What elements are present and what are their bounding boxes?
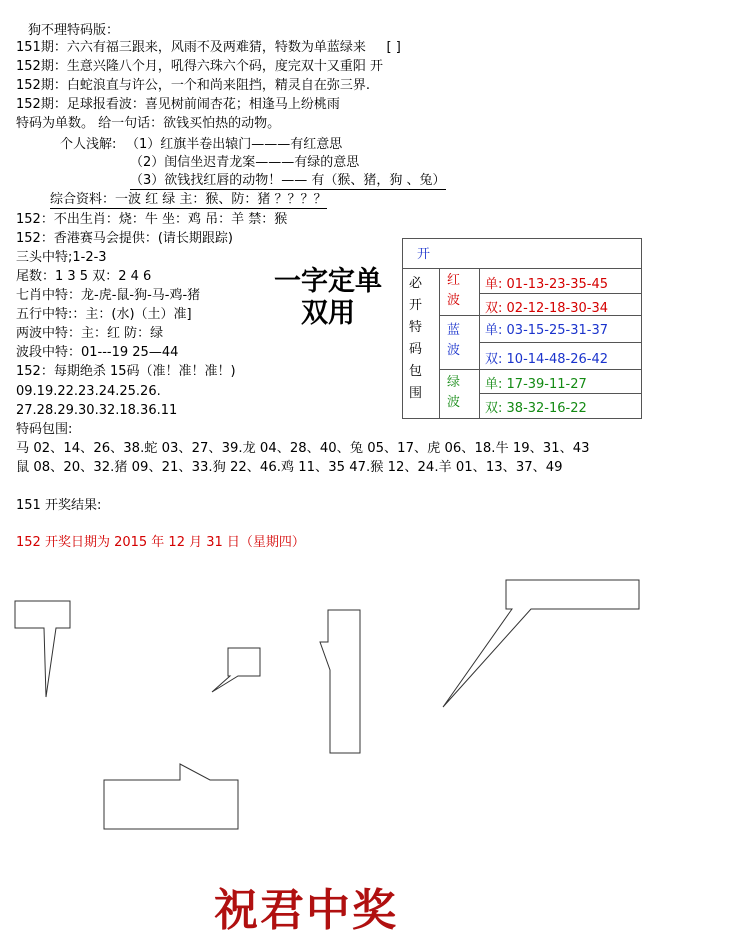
table-header: 开: [417, 247, 431, 262]
surround-line: 鼠 08、20、32.猪 09、21、33.狗 22、46.鸡 11、35 47.猴 12、24.羊 01、13、37、49: [16, 460, 563, 475]
row-tag: 双:: [485, 352, 503, 367]
interpret-label: 个人浅解:: [60, 137, 117, 152]
stat-line: 三头中特;1-2-3: [16, 250, 107, 265]
result-151-label: 151 开奖结果:: [16, 498, 102, 513]
kill-numbers-line: 09.19.22.23.24.25.26.: [16, 384, 161, 399]
table-side-label: 必开特码包围: [409, 276, 423, 401]
table-row-blue-odd: [485, 319, 608, 338]
summary-line: 综合资料：一波 红 绿 主：猴、防：猪 ？？？？: [50, 192, 327, 207]
row-tag: 单:: [485, 277, 503, 292]
riddle-text: 白蛇浪直与许公，一个和尚来阻挡，精灵自在弥三界.: [66, 78, 370, 93]
row-numbers: 17-39-11-27: [506, 377, 587, 392]
table-row-green-even: [485, 397, 587, 416]
riddle-tail: 开: [369, 59, 383, 74]
row-tag: 双:: [485, 301, 503, 316]
riddle-period: 152期：: [16, 78, 67, 93]
stat-line: 波段中特：01---19 25—44: [16, 345, 179, 360]
interpret-item: （2）闺信坐迟青龙案———有绿的意思: [130, 155, 360, 170]
stat-line: 152：每期绝杀 15码（准！准！准！): [16, 364, 236, 379]
wave-label-blue: 蓝波: [447, 323, 461, 358]
riddle-line: [16, 97, 340, 113]
riddle-period: 152期：: [16, 97, 67, 112]
special-number-table: [402, 238, 642, 419]
interpret-item: （1）红旗半卷出辕门———有红意思: [126, 137, 343, 152]
row-numbers: 02-12-18-30-34: [506, 301, 609, 316]
document-header: 狗不理特码版：: [28, 23, 120, 38]
row-tag: 单:: [485, 377, 503, 392]
single-number-line: 特码为单数。 给一句话：欲钱买怕热的动物。: [16, 116, 281, 131]
riddle-text: 六六有福三跟来，风雨不及两难猜，特数为单蓝绿来: [66, 40, 366, 55]
interpret-item: （3）欲钱找红唇的动物！—— 有（猴、猪，狗 、兔）: [130, 173, 446, 188]
surround-line: 马 02、14、26、38.蛇 03、27、39.龙 04、28、40、兔 05、17、虎 06、18.牛 19、31、43: [16, 441, 590, 456]
hk-source-line: 152：香港赛马会提供：(请长期跟踪): [16, 231, 233, 246]
callout-bubble: [320, 610, 360, 753]
table-row-red-even: [485, 297, 608, 316]
callout-bubble: [443, 580, 639, 707]
callout-bubble: [104, 764, 238, 829]
riddle-tail: [ ]: [386, 40, 401, 55]
surround-label: 特码包围:: [16, 422, 73, 437]
riddle-period: 152期：: [16, 59, 67, 74]
table-row-blue-even: [485, 348, 608, 367]
draw-date-line: 152 开奖日期为 2015 年 12 月 31 日（星期四）: [16, 535, 305, 550]
riddle-text: 足球报看波：喜见树前闹杏花；相逢马上纷桃雨: [66, 97, 340, 112]
wave-label-red: 红波: [447, 273, 461, 308]
row-numbers: 10-14-48-26-42: [506, 352, 609, 367]
riddle-period: 151期：: [16, 40, 67, 55]
row-tag: 双:: [485, 401, 503, 416]
riddle-line: [16, 78, 370, 94]
kill-numbers-line: 27.28.29.30.32.18.36.11: [16, 403, 178, 418]
blessing-text: 祝君中奖: [214, 885, 398, 936]
riddle-line: [16, 59, 383, 75]
stat-line: 七肖中特：龙-虎-鼠-狗-马-鸡-猪: [16, 288, 201, 303]
table-row-red-odd: [485, 273, 608, 292]
callout-bubble: [15, 601, 70, 697]
wave-label-green: 绿波: [447, 375, 461, 410]
row-numbers: 01-13-23-35-45: [506, 277, 609, 292]
row-tag: 单:: [485, 323, 503, 338]
callout-shapes: [0, 570, 744, 850]
no-zodiac-line: 152：不出生肖：烧：牛 坐：鸡 吊：羊 禁：猴: [16, 212, 288, 227]
riddle-line: [16, 40, 401, 56]
callout-bubble: [212, 648, 260, 692]
row-numbers: 38-32-16-22: [506, 401, 587, 416]
motto-text: 一字定单双用: [274, 266, 382, 329]
stat-line: 五行中特:：主：(水)（土）准]: [16, 307, 192, 322]
table-row-green-odd: [485, 373, 587, 392]
stat-line: 尾数：1 3 5 双：2 4 6: [16, 269, 152, 284]
stat-line: 两波中特：主：红 防：绿: [16, 326, 164, 341]
riddle-text: 生意兴隆八个月，吼得六珠六个码，度完双十又重阳: [66, 59, 366, 74]
row-numbers: 03-15-25-31-37: [506, 323, 609, 338]
